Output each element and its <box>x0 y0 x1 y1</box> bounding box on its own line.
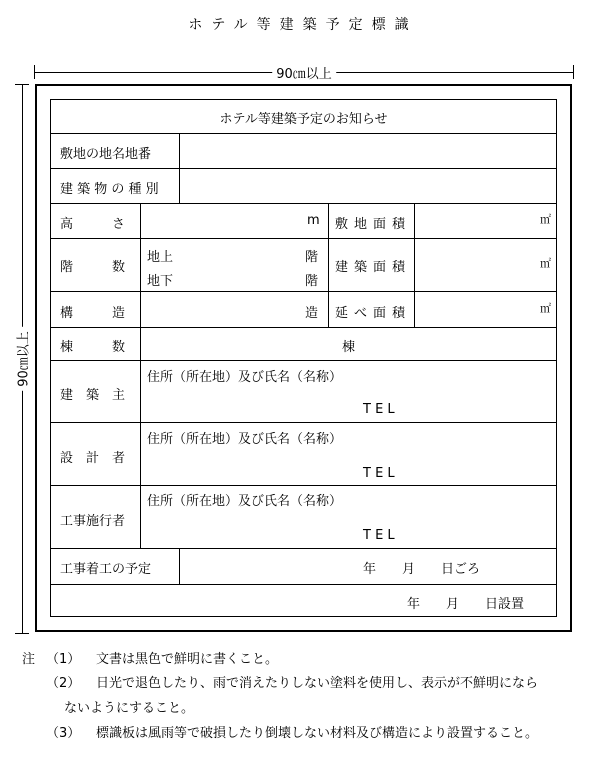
note-3-text: 標識板は風雨等で破損したり倒壊しない材料及び構造により設置すること。 <box>96 726 539 741</box>
sign-header: ホテル等建築予定のお知らせ <box>219 112 388 127</box>
construction-start-date: 年 月 日ごろ <box>363 562 481 577</box>
notes-prefix: 注 <box>22 652 36 667</box>
buildings-count-unit: 棟 <box>342 340 356 355</box>
designer-label: 設 計 者 <box>60 451 126 466</box>
building-area-label: 建築面積 <box>335 260 412 275</box>
site-location-value <box>180 134 556 168</box>
floor-area-label: 延べ面積 <box>335 306 412 321</box>
designer-address-name: 住所（所在地）及び氏名（名称） <box>147 432 343 447</box>
below-floor-unit: 階 <box>305 274 319 289</box>
sign-table <box>50 99 557 617</box>
height-unit: m <box>307 213 320 228</box>
note-2-number: （2） <box>46 676 81 691</box>
owner-label: 建 築 主 <box>60 388 126 403</box>
width-dimension-label: 90㎝以上 <box>272 63 336 82</box>
above-floor-unit: 階 <box>305 250 319 265</box>
floor-area-unit: ㎡ <box>540 302 551 315</box>
height-label: 高 さ <box>60 217 126 232</box>
contractor-tel: T E L <box>363 528 395 543</box>
note-3-number: （3） <box>46 726 81 741</box>
building-type-label: 建 築 物 の 種 別 <box>60 182 159 197</box>
note-2-text-cont: ないようにすること。 <box>64 701 195 716</box>
structure-label: 構 造 <box>60 306 126 321</box>
note-1-number: （1） <box>46 652 81 667</box>
document-title: ホテル等建築予定標識 <box>188 17 418 33</box>
below-ground-label: 地下 <box>147 274 174 289</box>
height-dimension-label: 90㎝以上 <box>13 327 32 391</box>
site-area-unit: ㎡ <box>540 213 551 226</box>
height-dimension <box>15 84 32 634</box>
site-location-label: 敷地の地名地番 <box>60 147 152 162</box>
owner-address-name: 住所（所在地）及び氏名（名称） <box>147 370 343 385</box>
site-area-label: 敷地面積 <box>335 217 412 232</box>
note-1-text: 文書は黒色で鮮明に書くこと。 <box>96 652 279 667</box>
structure-unit: 造 <box>305 306 319 321</box>
building-area-unit: ㎡ <box>540 257 551 270</box>
note-2-text: 日光で退色したり、雨で消えたりしない塗料を使用し、表示が不鮮明になら <box>96 676 539 691</box>
floors-label: 階 数 <box>60 260 126 275</box>
contractor-address-name: 住所（所在地）及び氏名（名称） <box>147 494 343 509</box>
owner-tel: T E L <box>363 402 395 417</box>
above-ground-label: 地上 <box>147 250 174 265</box>
construction-start-label: 工事着工の予定 <box>60 562 152 577</box>
installed-date: 年 月 日設置 <box>407 597 525 612</box>
width-dimension <box>34 65 574 82</box>
building-type-value <box>180 169 556 203</box>
contractor-label: 工事施行者 <box>60 514 126 529</box>
designer-tel: T E L <box>363 466 395 481</box>
buildings-count-label: 棟 数 <box>60 340 126 355</box>
